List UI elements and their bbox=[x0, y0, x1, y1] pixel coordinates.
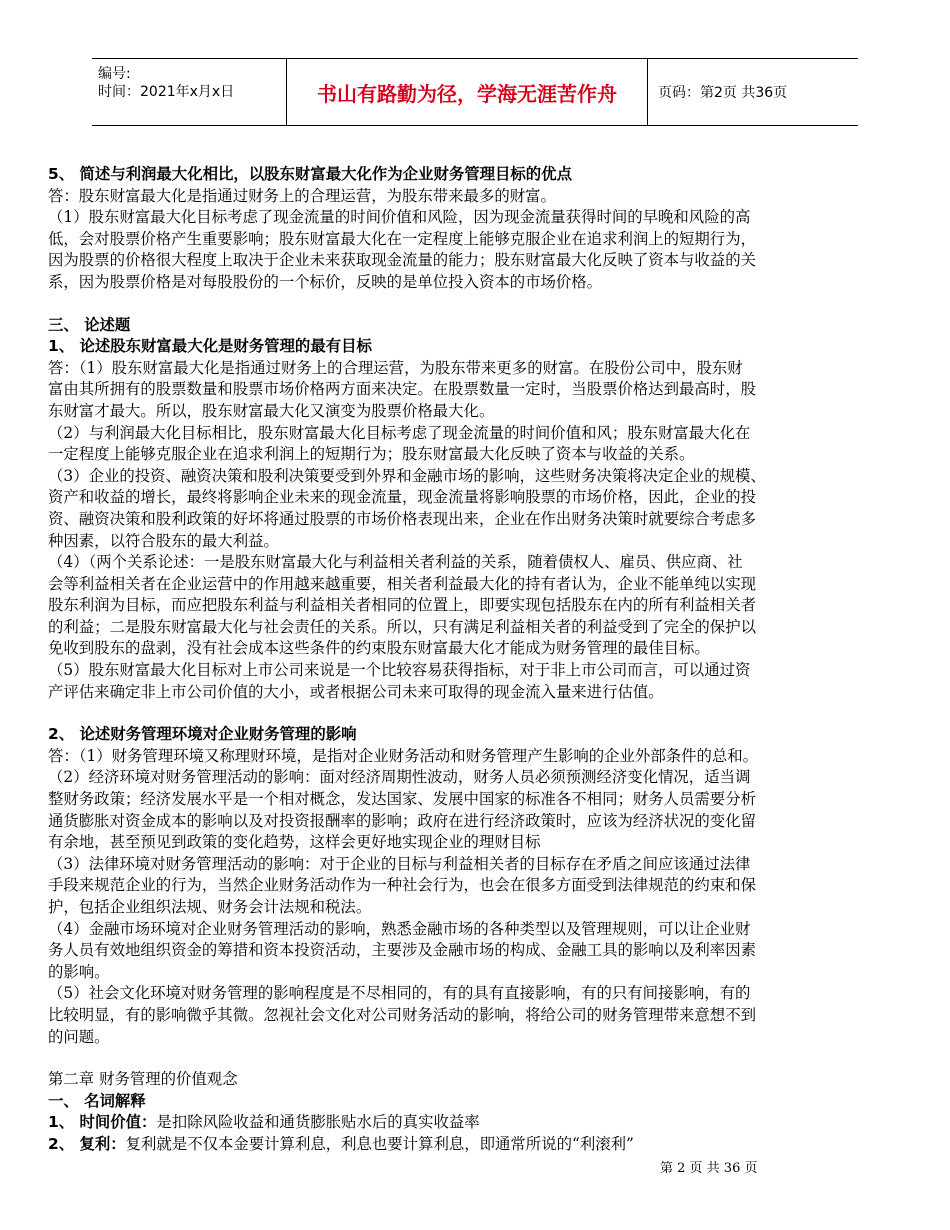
body-line: 务人员有效地组织资金的筹措和资本投资活动，主要涉及金融市场的构成、金融工具的影响以及利率因素 bbox=[48, 941, 756, 960]
body-line: 通货膨胀对资金成本的影响以及对投资报酬率的影响；政府在进行经济政策时，应该为经济状况的变化留 bbox=[48, 811, 756, 830]
body-line: 种因素，以符合股东的最大利益。 bbox=[48, 531, 279, 550]
body-line: 产评估来确定非上市公司价值的大小，或者根据公司未来可取得的现金流入量来进行估值。 bbox=[48, 682, 664, 701]
definition-line bbox=[48, 1134, 904, 1156]
body-line: 的问题。 bbox=[48, 1027, 110, 1046]
body-line: （5）股东财富最大化目标对上市公司来说是一个比较容易获得指标，对于非上市公司而言，可以通过资 bbox=[48, 661, 751, 680]
definition-text: 是扣除风险收益和通货膨胀贴水后的真实收益率 bbox=[156, 1113, 480, 1132]
body-line: 资产和收益的增长，最终将影响企业未来的现金流量，现金流量将影响股票的市场价格，因此，企业的投 bbox=[48, 488, 756, 507]
section-heading: 5、 简述与利润最大化相比，以股东财富最大化作为企业财务管理目标的优点 bbox=[48, 165, 572, 183]
body-line: （5）社会文化环境对财务管理的影响程度是不尽相同的，有的具有直接影响，有的只有间接影响，有的 bbox=[48, 984, 751, 1003]
body-line: （4）金融市场环境对企业财务管理活动的影响，熟悉金融市场的各种类型以及管理规则，可以让企业财 bbox=[48, 919, 751, 938]
page-header bbox=[92, 58, 858, 126]
body-line: 的影响。 bbox=[48, 962, 110, 981]
body-line: 东财富才最大。所以，股东财富最大化又演变为股票价格最大化。 bbox=[48, 401, 495, 420]
body-line: （4）（两个关系论述：一是股东财富最大化与利益相关者利益的关系，随着债权人、雇员、供应商、社 bbox=[48, 553, 743, 572]
header-time: 时间：2021年x月x日 bbox=[98, 84, 235, 100]
section-heading: 一、 名词解释 bbox=[48, 1091, 146, 1110]
definition-term: 1、 时间价值： bbox=[48, 1113, 157, 1132]
body-line: 资、融资决策和股利政策的好坏将通过股票的市场价格表现出来，企业在作出财务决策时就要综合考虑多 bbox=[48, 509, 756, 528]
body-line: 低，会对股票价格产生重要影响；股东财富最大化在一定程度上能够克服企业在追求利润上的短期行为， bbox=[48, 229, 756, 248]
definition-term: 2、 复利： bbox=[48, 1134, 126, 1153]
body-line: 答：（1）财务管理环境又称理财环境，是指对企业财务活动和财务管理产生影响的企业外部条件的总和。 bbox=[48, 746, 759, 765]
body-line: 一定程度上能够克服企业在追求利润上的短期行为；股东财富最大化反映了资本与收益的关系。 bbox=[48, 445, 695, 464]
definition-text: 复利就是不仅本金要计算利息，利息也要计算利息，即通常所说的“利滚利” bbox=[125, 1134, 634, 1153]
body-line: （3）法律环境对财务管理活动的影响：对于企业的目标与利益相关者的目标存在矛盾之间应该通过法律 bbox=[48, 854, 751, 873]
body-line: 整财务政策；经济发展水平是一个相对概念，发达国家、发展中国家的标准各不相同；财务人员需要分析 bbox=[48, 790, 756, 809]
spacer bbox=[48, 703, 904, 724]
header-motto: 书山有路勤为径，学海无涯苦作舟 bbox=[287, 59, 648, 125]
section-heading: 三、 论述题 bbox=[48, 315, 131, 334]
body-line: 免收到股东的盘剥，没有社会成本这些条件的约束股东财富最大化才能成为财务管理的最佳目标。 bbox=[48, 639, 710, 658]
body-line: （1）股东财富最大化目标考虑了现金流量的时间价值和风险，因为现金流量获得时间的早晚和风险的高 bbox=[48, 208, 751, 227]
body-line: 手段来规范企业的行为，当然企业财务活动作为一种社会行为，也会在很多方面受到法律规范的约束和保 bbox=[48, 876, 756, 895]
page-footer: 第 2 页 共 36 页 bbox=[660, 1161, 758, 1176]
body-line: （2）与利润最大化目标相比，股东财富最大化目标考虑了现金流量的时间价值和风；股东财富最大化在 bbox=[48, 423, 751, 442]
body-line: 护，包括企业组织法规、财务会计法规和税法。 bbox=[48, 898, 372, 916]
header-number: 编号: bbox=[98, 66, 131, 82]
spacer bbox=[48, 294, 904, 315]
body-line: 股东利润为目标，而应把股东利益与利益相关者相同的位置上，即要实现包括股东在内的所有利益相关者 bbox=[48, 596, 756, 615]
body-line: 的利益；二是股东财富最大化与社会责任的关系。所以，只有满足利益相关者的利益受到了完全的保护以 bbox=[48, 617, 756, 636]
body-line: 答：股东财富最大化是指通过财务上的合理运营，为股东带来最多的财富。 bbox=[48, 186, 556, 205]
document-body bbox=[48, 164, 904, 1156]
body-line: 有余地，甚至预见到政策的变化趋势，这样会更好地实现企业的理财目标 bbox=[48, 833, 541, 852]
body-line: 富由其所拥有的股票数量和股票市场价格两方面来决定。在股票数量一定时，当股票价格达到最高时，股 bbox=[48, 380, 756, 399]
body-line: 因为股票的价格很大程度上取决于企业未来获取现金流量的能力；股东财富最大化反映了资本与收益的关 bbox=[48, 251, 756, 270]
header-page-info: 页码：第2页 共36页 bbox=[658, 85, 788, 101]
body-line: 系，因为股票价格是对每股股份的一个标价，反映的是单位投入资本的市场价格。 bbox=[48, 272, 603, 291]
body-line: （2）经济环境对财务管理活动的影响：面对经济周期性波动，财务人员必须预测经济变化情况，适当调 bbox=[48, 768, 751, 787]
header-meta bbox=[92, 59, 287, 125]
body-line: （3）企业的投资、融资决策和股利决策要受到外界和金融市场的影响，这些财务决策将决定企业的规模、 bbox=[48, 466, 766, 485]
definition-line bbox=[48, 1112, 904, 1134]
body-line: 第二章 财务管理的价值观念 bbox=[48, 1070, 238, 1089]
section-heading: 1、 论述股东财富最大化是财务管理的最有目标 bbox=[48, 337, 372, 356]
body-line: 答：（1）股东财富最大化是指通过财务上的合理运营，为股东带来更多的财富。在股份公司中，股东财 bbox=[48, 358, 743, 377]
body-line: 比较明显，有的影响微乎其微。忽视社会文化对公司财务活动的影响，将给公司的财务管理带来意想不到 bbox=[48, 1005, 756, 1024]
spacer bbox=[48, 1048, 904, 1069]
section-heading: 2、 论述财务管理环境对企业财务管理的影响 bbox=[48, 725, 357, 744]
body-line: 会等利益相关者在企业运营中的作用越来越重要，相关者利益最大化的持有者认为，企业不能单纯以实现 bbox=[48, 574, 756, 593]
